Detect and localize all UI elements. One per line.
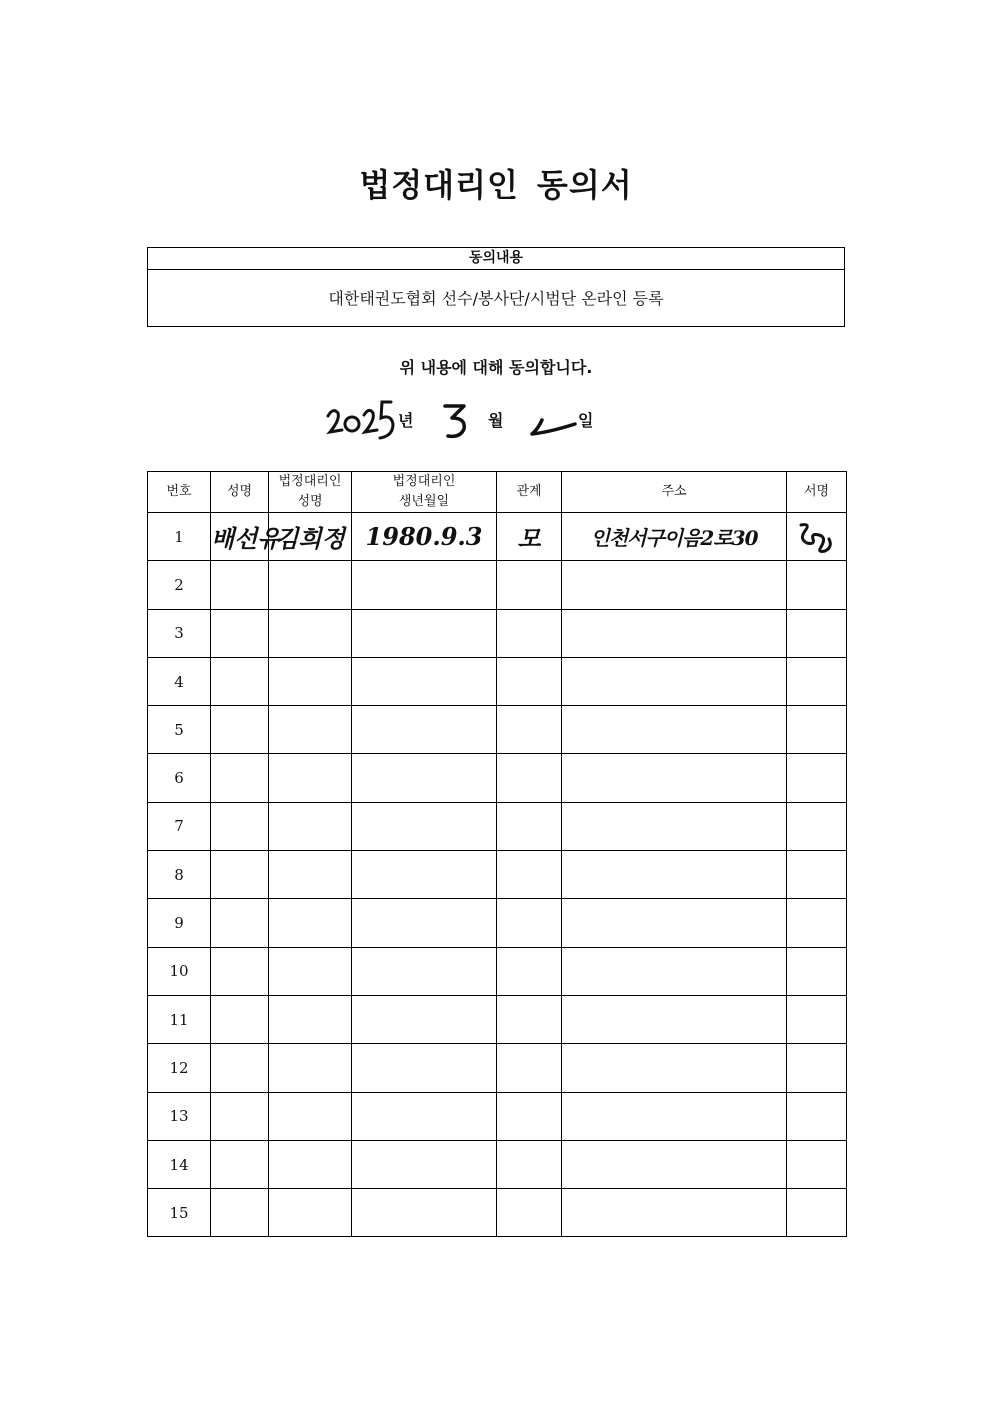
cell-guardian-birth — [352, 1092, 497, 1140]
cell-name — [211, 899, 269, 947]
table-row — [148, 899, 847, 947]
table-row — [148, 609, 847, 657]
table-row — [148, 513, 847, 561]
cell-guardian-birth: 1980.9.3 — [352, 513, 497, 561]
title-word-1: 법정대리인 — [359, 166, 519, 204]
table-row — [148, 657, 847, 705]
cell-guardian-birth — [352, 754, 497, 802]
cell-relation — [497, 851, 562, 899]
cell-guardian-name — [269, 1189, 352, 1237]
table-row — [148, 1044, 847, 1092]
cell-address — [562, 609, 787, 657]
cell-address — [562, 851, 787, 899]
cell-guardian-birth — [352, 802, 497, 850]
cell-name — [211, 947, 269, 995]
handwritten-day — [528, 396, 578, 444]
cell-name — [211, 1140, 269, 1188]
table-row — [148, 1140, 847, 1188]
cell-name — [211, 802, 269, 850]
col-header-guardian-name: 법정대리인 성명 — [269, 472, 352, 513]
cell-relation — [497, 1092, 562, 1140]
cell-name — [211, 1044, 269, 1092]
cell-guardian-birth — [352, 899, 497, 947]
col-header-guardian-birth: 법정대리인 생년월일 — [352, 472, 497, 513]
cell-relation — [497, 609, 562, 657]
cell-signature — [787, 1189, 847, 1237]
col-header-number: 번호 — [148, 472, 211, 513]
cell-address — [562, 1189, 787, 1237]
cell-guardian-name — [269, 609, 352, 657]
cell-guardian-name — [269, 995, 352, 1043]
cell-number: 3 — [148, 609, 211, 657]
date-row — [320, 396, 620, 446]
handwritten-year — [325, 396, 397, 444]
cell-address — [562, 657, 787, 705]
year-unit: 년 — [398, 411, 414, 430]
cell-address: 인천서구이음2로30 — [562, 513, 787, 561]
table-row — [148, 754, 847, 802]
cell-relation — [497, 657, 562, 705]
cell-relation — [497, 754, 562, 802]
cell-guardian-birth — [352, 1044, 497, 1092]
cell-guardian-name: 김희정 — [269, 513, 352, 561]
col-header-signature: 서명 — [787, 472, 847, 513]
cell-signature — [787, 802, 847, 850]
cell-guardian-birth — [352, 657, 497, 705]
cell-name — [211, 1092, 269, 1140]
cell-guardian-name — [269, 1044, 352, 1092]
cell-guardian-birth — [352, 561, 497, 609]
cell-number: 5 — [148, 706, 211, 754]
table-row — [148, 706, 847, 754]
cell-address — [562, 561, 787, 609]
cell-signature — [787, 754, 847, 802]
cell-relation — [497, 947, 562, 995]
cell-address — [562, 1140, 787, 1188]
table-row — [148, 995, 847, 1043]
table-row — [148, 1092, 847, 1140]
cell-relation — [497, 995, 562, 1043]
cell-address — [562, 754, 787, 802]
agreement-statement: 위 내용에 대해 동의합니다. — [399, 358, 593, 377]
cell-guardian-name — [269, 947, 352, 995]
table-row — [148, 561, 847, 609]
cell-guardian-birth — [352, 1140, 497, 1188]
cell-guardian-name — [269, 1140, 352, 1188]
cell-signature — [787, 899, 847, 947]
cell-signature — [787, 1140, 847, 1188]
cell-address — [562, 706, 787, 754]
handwritten-month — [440, 396, 470, 444]
consent-body: 대한태권도협회 선수/봉사단/시범단 온라인 등록 — [328, 289, 664, 308]
cell-guardian-name — [269, 561, 352, 609]
cell-number: 9 — [148, 899, 211, 947]
cell-signature — [787, 706, 847, 754]
cell-number: 6 — [148, 754, 211, 802]
cell-relation — [497, 1189, 562, 1237]
cell-guardian-birth — [352, 1189, 497, 1237]
cell-name — [211, 706, 269, 754]
cell-guardian-birth — [352, 995, 497, 1043]
cell-number: 7 — [148, 802, 211, 850]
cell-relation — [497, 1140, 562, 1188]
col-header-relation: 관계 — [497, 472, 562, 513]
cell-number: 4 — [148, 657, 211, 705]
col-header-address: 주소 — [562, 472, 787, 513]
cell-relation — [497, 1044, 562, 1092]
cell-signature — [787, 1044, 847, 1092]
cell-name — [211, 657, 269, 705]
cell-name — [211, 995, 269, 1043]
cell-name — [211, 754, 269, 802]
cell-guardian-name — [269, 754, 352, 802]
cell-signature — [787, 561, 847, 609]
cell-address — [562, 802, 787, 850]
table-row — [148, 947, 847, 995]
cell-name — [211, 1189, 269, 1237]
cell-guardian-name — [269, 899, 352, 947]
cell-address — [562, 899, 787, 947]
table-header-row — [148, 472, 847, 513]
cell-signature — [787, 609, 847, 657]
month-unit: 월 — [488, 411, 504, 430]
cell-number: 2 — [148, 561, 211, 609]
col-header-name: 성명 — [211, 472, 269, 513]
cell-address — [562, 1044, 787, 1092]
cell-guardian-birth — [352, 706, 497, 754]
cell-number: 13 — [148, 1092, 211, 1140]
cell-guardian-birth — [352, 947, 497, 995]
cell-relation — [497, 802, 562, 850]
cell-guardian-name — [269, 851, 352, 899]
cell-relation — [497, 561, 562, 609]
cell-signature — [787, 947, 847, 995]
cell-number: 1 — [148, 513, 211, 561]
cell-guardian-birth — [352, 609, 497, 657]
cell-name: 배선유 — [211, 513, 269, 561]
cell-number: 15 — [148, 1189, 211, 1237]
cell-guardian-name — [269, 802, 352, 850]
title-word-2: 동의서 — [536, 166, 633, 204]
table-row — [148, 1189, 847, 1237]
consent-box — [147, 247, 845, 327]
table-row — [148, 802, 847, 850]
cell-signature — [787, 851, 847, 899]
cell-number: 10 — [148, 947, 211, 995]
cell-guardian-name — [269, 657, 352, 705]
signature-scribble-icon — [795, 517, 839, 557]
cell-guardian-birth — [352, 851, 497, 899]
cell-number: 12 — [148, 1044, 211, 1092]
cell-relation — [497, 899, 562, 947]
table-row — [148, 851, 847, 899]
cell-signature — [787, 1092, 847, 1140]
cell-guardian-name — [269, 706, 352, 754]
day-unit: 일 — [578, 411, 594, 430]
cell-address — [562, 947, 787, 995]
cell-number: 14 — [148, 1140, 211, 1188]
cell-number: 11 — [148, 995, 211, 1043]
registration-table — [147, 471, 847, 1237]
page-title — [0, 160, 992, 206]
cell-relation — [497, 706, 562, 754]
cell-name — [211, 609, 269, 657]
cell-number: 8 — [148, 851, 211, 899]
cell-address — [562, 995, 787, 1043]
cell-name — [211, 851, 269, 899]
cell-relation: 모 — [497, 513, 562, 561]
cell-name — [211, 561, 269, 609]
cell-signature — [787, 995, 847, 1043]
consent-header: 동의내용 — [148, 248, 844, 270]
cell-guardian-name — [269, 1092, 352, 1140]
cell-signature — [787, 513, 847, 561]
cell-address — [562, 1092, 787, 1140]
cell-signature — [787, 657, 847, 705]
